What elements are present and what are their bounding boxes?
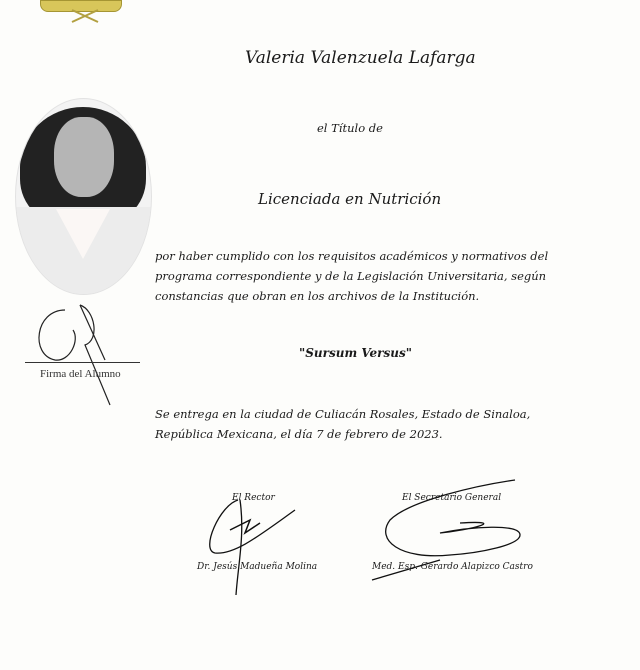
place-line: República Mexicana, el día 7 de febrero de 2023. [155,427,443,441]
recipient-name: Valeria Valenzuela Lafarga [245,48,476,68]
place-line: Se entrega en la ciudad de Culiacán Rosales, Estado de Sinaloa, [155,407,531,421]
student-signature-label: Firma del Alumno [40,368,121,380]
certificate-body [155,246,555,306]
rector-role: El Rector [232,493,275,503]
motto: "Sursum Versus" [299,346,412,360]
secretary-role: El Secretario General [402,493,502,503]
body-line: constancias que obran en los archivos de la Institución. [155,289,480,303]
rector-signature [200,495,310,600]
crossed-quills-icon [70,8,100,24]
student-photo [15,98,152,295]
degree-title: Licenciada en Nutrición [258,190,442,208]
body-line: programa correspondiente y de la Legislación Universitaria, según [155,269,547,283]
secretary-name: Med. Esp. Gerardo Alapizco Castro [372,562,533,572]
student-signature [25,300,145,410]
rector-name: Dr. Jesús Madueña Molina [197,562,318,572]
issue-place-date [155,404,555,444]
body-line: por haber cumplido con los requisitos académicos y normativos del [155,249,549,263]
secretary-signature [370,475,530,585]
title-intro: el Título de [317,121,383,135]
student-signature-line [25,362,140,363]
